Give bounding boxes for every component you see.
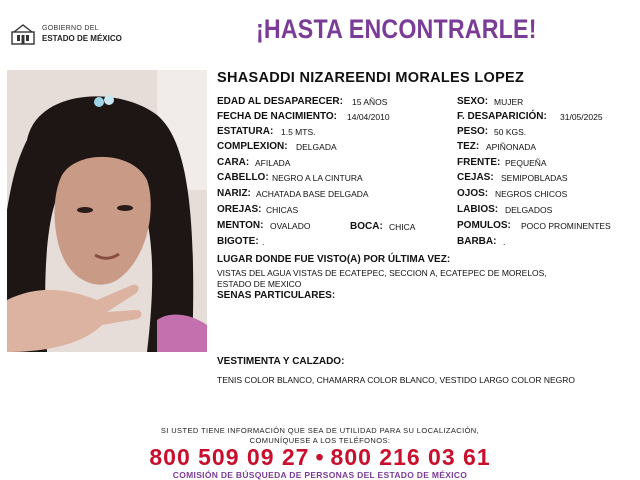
- lugar-label: LUGAR DONDE FUE VISTO(A) POR ÚLTIMA VEZ:: [217, 254, 451, 265]
- vestimenta-value: TENIS COLOR BLANCO, CHAMARRA COLOR BLANCO, VESTIDO LARGO COLOR NEGRO: [217, 375, 576, 385]
- headline: ¡HASTA ENCONTRARLE!: [256, 14, 537, 44]
- info-line2: COMUNÍQUESE A LOS TELÉFONOS:: [249, 436, 391, 445]
- phone-separator: •: [315, 444, 325, 470]
- sexo-label: SEXO:: [457, 96, 489, 107]
- tez-value: APIÑONADA: [486, 142, 537, 152]
- phone-numbers: [0, 444, 640, 471]
- desaparicion-label: F. DESAPARICIÓN:: [457, 111, 547, 122]
- cabello-value: NEGRO A LA CINTURA: [272, 173, 363, 183]
- ojos-value: NEGROS CHICOS: [495, 189, 568, 199]
- phone-number-2: 800 216 03 61: [330, 444, 491, 470]
- government-logo: [10, 20, 130, 50]
- cara-value: AFILADA: [255, 158, 291, 168]
- complexion-label: COMPLEXION:: [217, 141, 288, 152]
- bigote-label: BIGOTE:: [217, 236, 259, 247]
- barba-value: .: [503, 237, 506, 247]
- pomulos-label: POMULOS:: [457, 220, 511, 231]
- lugar-line2: ESTADO DE MEXICO: [217, 279, 302, 289]
- person-name: SHASADDI NIZAREENDI MORALES LOPEZ: [217, 70, 525, 86]
- org-name-line1: GOBIERNO DEL: [42, 25, 99, 32]
- senas-label: SENAS PARTICULARES:: [217, 290, 336, 301]
- state-emblem-icon: [10, 22, 36, 46]
- labios-label: LABIOS:: [457, 204, 499, 215]
- orejas-value: CHICAS: [266, 205, 299, 215]
- frente-value: PEQUEÑA: [505, 158, 547, 168]
- estatura-label: ESTATURA:: [217, 126, 274, 137]
- nariz-label: NARIZ:: [217, 188, 251, 199]
- phone-number-1: 800 509 09 27: [149, 444, 310, 470]
- edad-label: EDAD AL DESAPARECER:: [217, 96, 343, 107]
- peso-label: PESO:: [457, 126, 489, 137]
- ojos-label: OJOS:: [457, 188, 489, 199]
- barba-label: BARBA:: [457, 236, 497, 247]
- cejas-value: SEMIPOBLADAS: [501, 173, 568, 183]
- nacimiento-value: 14/04/2010: [347, 112, 390, 122]
- boca-value: CHICA: [389, 222, 416, 232]
- commission-name: COMISIÓN DE BÚSQUEDA DE PERSONAS DEL ESTADO DE MÉXICO: [172, 470, 468, 480]
- cabello-label: CABELLO:: [217, 172, 269, 183]
- orejas-label: OREJAS:: [217, 204, 262, 215]
- cara-label: CARA:: [217, 157, 250, 168]
- lugar-line1: VISTAS DEL AGUA VISTAS DE ECATEPEC, SECCION A, ECATEPEC DE MORELOS,: [217, 268, 547, 278]
- menton-label: MENTON:: [217, 220, 264, 231]
- complexion-value: DELGADA: [296, 142, 337, 152]
- org-name-line2: ESTADO DE MÉXICO: [42, 34, 122, 43]
- nacimiento-label: FECHA DE NACIMIENTO:: [217, 111, 337, 122]
- cejas-label: CEJAS:: [457, 172, 494, 183]
- bigote-value: .: [262, 237, 265, 247]
- vestimenta-label: VESTIMENTA Y CALZADO:: [217, 356, 345, 367]
- portrait-illustration: [7, 70, 207, 352]
- pomulos-value: POCO PROMINENTES: [521, 221, 611, 231]
- nariz-value: ACHATADA BASE DELGADA: [256, 189, 369, 199]
- estatura-value: 1.5 MTS.: [281, 127, 316, 137]
- info-line1: SI USTED TIENE INFORMACIÓN QUE SEA DE UTILIDAD PARA SU LOCALIZACIÓN,: [160, 426, 480, 435]
- tez-label: TEZ:: [457, 141, 480, 152]
- boca-label: BOCA:: [350, 221, 383, 232]
- labios-value: DELGADOS: [505, 205, 553, 215]
- person-photo: [7, 70, 207, 352]
- frente-label: FRENTE:: [457, 157, 501, 168]
- edad-value: 15 AÑOS: [352, 97, 388, 107]
- sexo-value: MUJER: [494, 97, 524, 107]
- peso-value: 50 KGS.: [494, 127, 527, 137]
- menton-value: OVALADO: [270, 221, 311, 231]
- desaparicion-value: 31/05/2025: [560, 112, 603, 122]
